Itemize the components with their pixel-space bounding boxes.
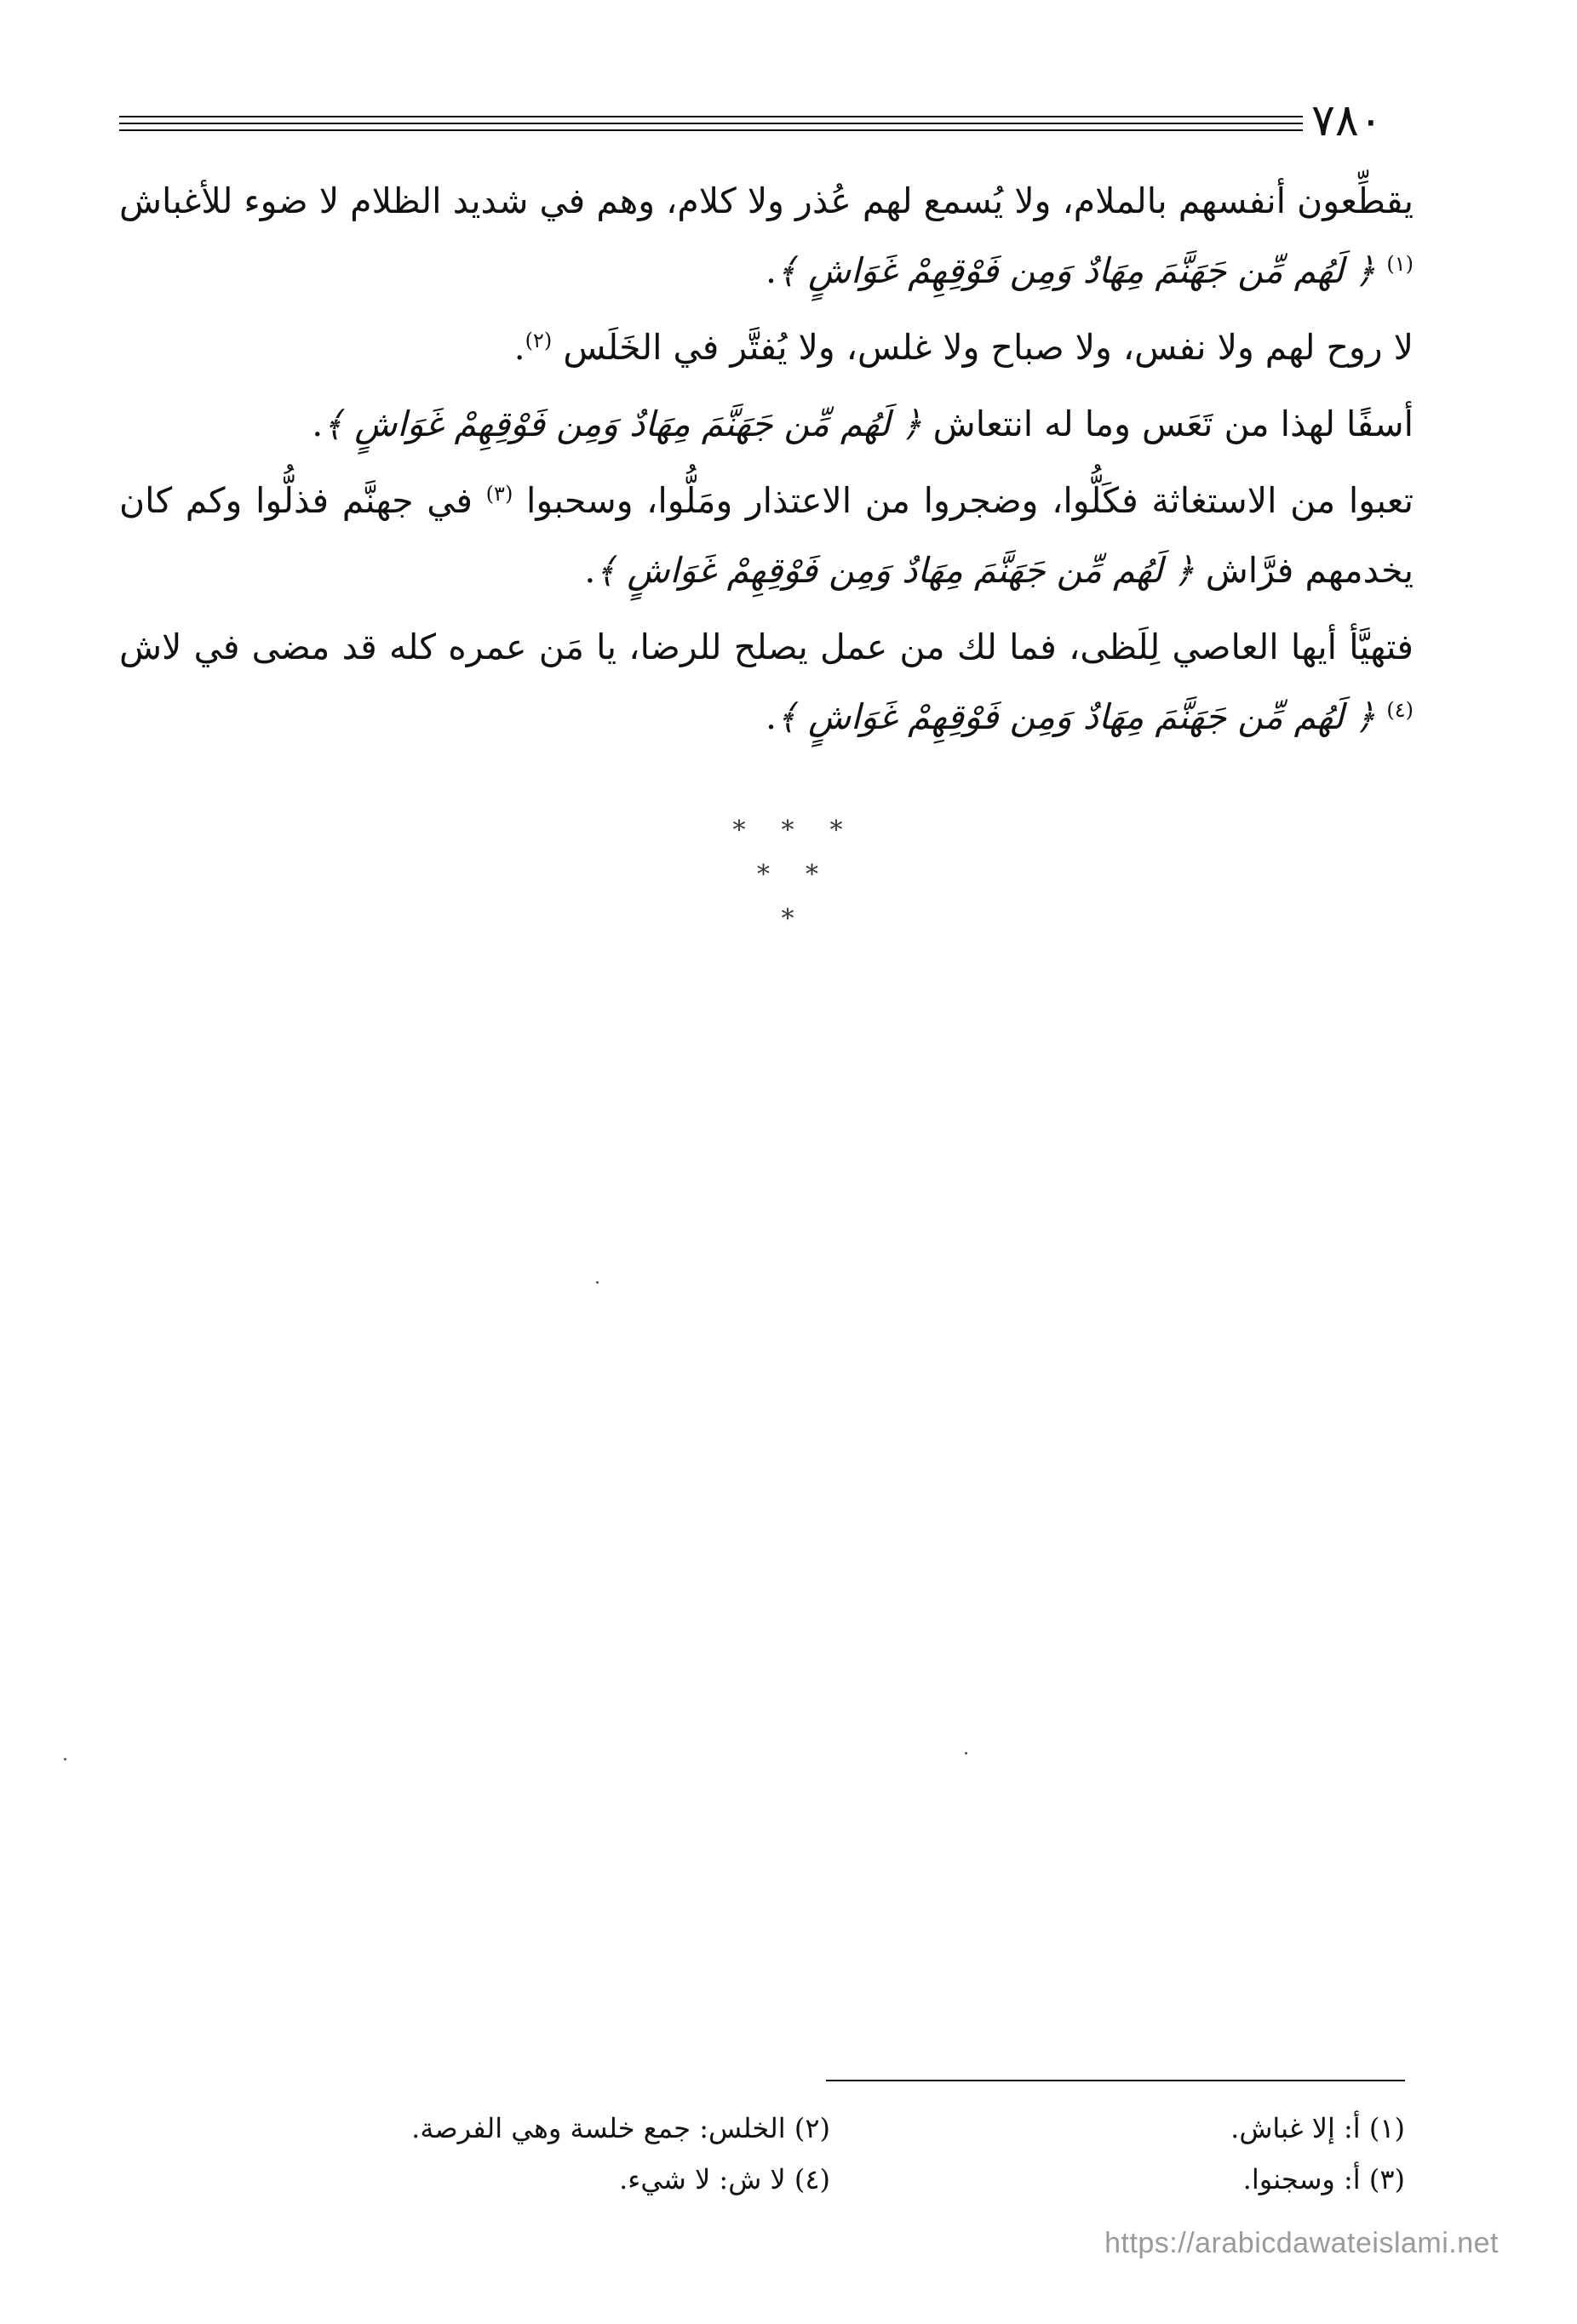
header-rule xyxy=(119,129,1303,131)
footnote-number: (٢) xyxy=(794,2112,830,2144)
page-number: ٧٨٠ xyxy=(1311,95,1383,146)
quran-verse: ﴿ لَهُم مِّن جَهَنَّمَ مِهَادٌ وَمِن فَوْقِهِمْ غَوَاشٍ ﴾ xyxy=(777,250,1376,291)
paragraph-text: تعبوا من الاستغاثة فكَلُّوا، وضجروا من الاعتذار ومَلُّوا، وسحبوا xyxy=(525,480,1414,521)
footnote-item xyxy=(830,2103,1405,2154)
footnote-number: (١) xyxy=(1368,2112,1405,2144)
asterisk-row xyxy=(647,853,928,897)
paragraph xyxy=(119,312,1414,382)
asterisk-icon: * xyxy=(732,816,746,845)
end-mark: . xyxy=(584,550,596,591)
paragraph-text: فتهيَّأ أيها العاصي لِلَظى، فما لك من عمل يصلح للرضا، يا مَن عمره كله قد مضى في لاش xyxy=(119,627,1414,667)
footnote-item xyxy=(255,2154,830,2205)
asterisk-icon: * xyxy=(781,904,794,934)
paragraph-text: في جهنَّم فذلُّوا وكم كان يخدمهم فرَّاش xyxy=(119,480,1414,591)
asterisk-row xyxy=(647,809,928,853)
asterisk-icon: * xyxy=(806,860,818,890)
paragraph xyxy=(119,612,1414,752)
footnotes xyxy=(255,2103,1405,2205)
header-rule xyxy=(119,123,1303,124)
paragraph xyxy=(119,466,1414,605)
end-mark: . xyxy=(312,404,324,444)
footnote-item xyxy=(830,2154,1405,2205)
footnote-item xyxy=(255,2103,830,2154)
body-text xyxy=(119,166,1414,758)
end-mark: . xyxy=(513,327,525,368)
asterisk-icon: * xyxy=(781,816,794,845)
asterisk-icon: * xyxy=(829,816,843,845)
asterisk-icon: * xyxy=(757,860,770,890)
dot xyxy=(64,1758,66,1760)
quran-verse: ﴿ لَهُم مِّن جَهَنَّمَ مِهَادٌ وَمِن فَوْقِهِمْ غَوَاشٍ ﴾ xyxy=(323,404,922,444)
paragraph-text: أسفًا لهذا من تَعَس وما له انتعاش xyxy=(932,404,1414,444)
footnote-rule xyxy=(826,2080,1405,2081)
footnote-ref: (٢) xyxy=(525,329,553,352)
watermark: https://arabicdawateislami.net xyxy=(1104,2227,1499,2259)
end-mark: . xyxy=(765,250,777,291)
quran-verse: ﴿ لَهُم مِّن جَهَنَّمَ مِهَادٌ وَمِن فَوْقِهِمْ غَوَاشٍ ﴾ xyxy=(777,696,1376,737)
footnote-number: (٤) xyxy=(794,2163,830,2195)
footnote-text: الخلس: جمع خلسة وهي الفرصة. xyxy=(411,2112,786,2144)
paragraph xyxy=(119,389,1414,459)
quran-verse: ﴿ لَهُم مِّن جَهَنَّمَ مِهَادٌ وَمِن فَوْقِهِمْ غَوَاشٍ ﴾ xyxy=(595,550,1195,591)
paragraph-text: لا روح لهم ولا نفس، ولا صباح ولا غلس، ولا يُفتَّر في الخَلَس xyxy=(563,327,1414,368)
footnote-text: أ: إلا غباش. xyxy=(1230,2112,1361,2144)
header-rule xyxy=(119,116,1303,117)
paragraph xyxy=(119,166,1414,306)
footnote-row xyxy=(255,2103,1405,2154)
footnote-ref: (١) xyxy=(1386,252,1414,276)
footnote-ref: (٣) xyxy=(485,482,513,506)
asterisk-row xyxy=(647,897,928,942)
footnote-text: لا ش: لا شيء. xyxy=(619,2163,786,2195)
section-divider xyxy=(647,809,928,942)
footnote-row xyxy=(255,2154,1405,2205)
footnote-ref: (٤) xyxy=(1386,698,1414,722)
end-mark: . xyxy=(765,696,777,737)
dot xyxy=(965,1752,967,1754)
footnote-number: (٣) xyxy=(1368,2163,1405,2195)
paragraph-text: يقطِّعون أنفسهم بالملام، ولا يُسمع لهم عُذر ولا كلام، وهم في شديد الظلام لا ضوء للأغباش xyxy=(119,180,1414,221)
dot xyxy=(596,1281,599,1284)
footnote-text: أ: وسجنوا. xyxy=(1242,2163,1361,2195)
